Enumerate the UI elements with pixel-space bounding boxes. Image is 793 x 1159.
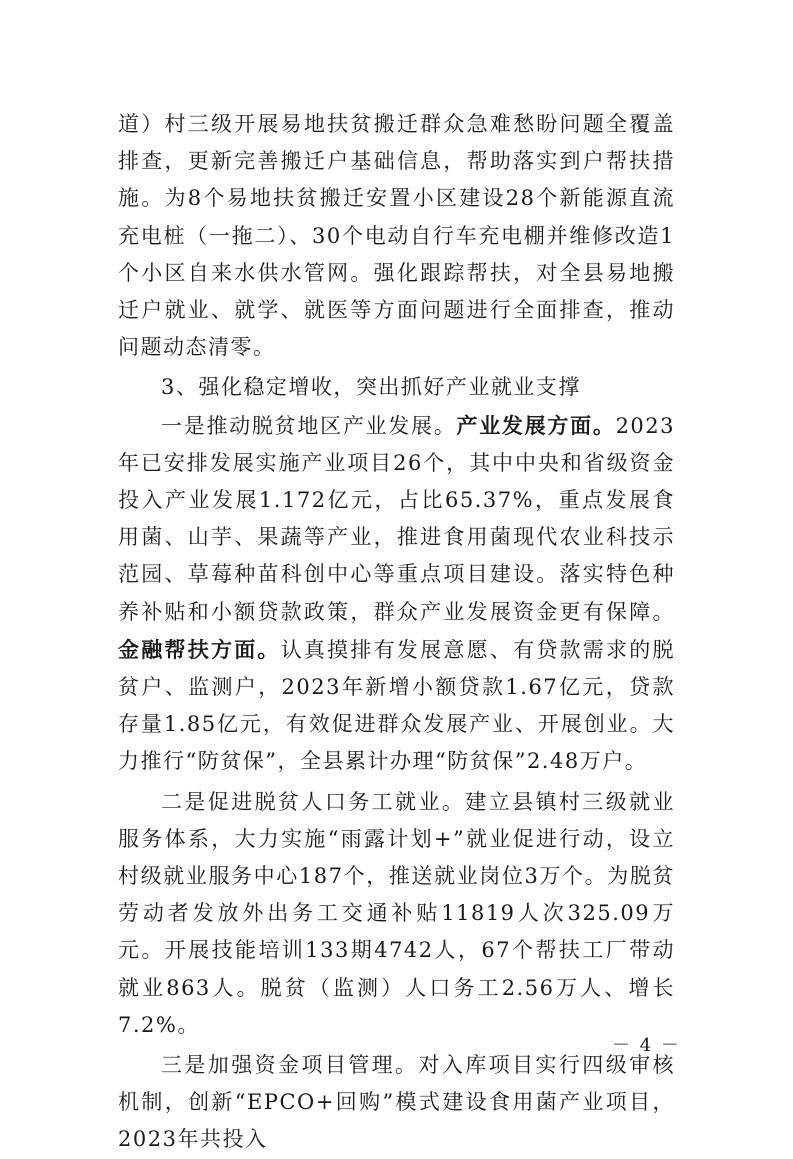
paragraph-text: 认真摸排有发展意愿、有贷款需求的脱贫户、监测户，2023年新增小额贷款1.67亿元，贷款存量1.85亿元，有效促进群众发展产业、开展创业。大力推行“防贫保”，全县累计办理“防贫保”2.48万户。 [118, 637, 676, 774]
paragraph-text: 二是促进脱贫人口务工就业。建立县镇村三级就业服务体系，大力实施“雨露计划+”就业促进行动，设立村级就业服务中心187个，推送就业岗位3万个。为脱贫劳动者发放外出务工交通补贴11819人次325.09万元。开展技能培训133期4742人，67个帮扶工厂带动就业863人。脱贫（监测）人口务工2.56万人、增长7.2%。 [118, 789, 675, 1037]
paragraph-text: 三是加强资金项目管理。对入库项目实行四级审核机制，创新“EPCO+回购”模式建设食用菌产业项目，2023年共投入 [118, 1053, 675, 1152]
paragraph-relocation [118, 106, 675, 366]
bold-subheading-finance: 金融帮扶方面。 [118, 636, 281, 662]
paragraph-text: 道）村三级开展易地扶贫搬迁群众急难愁盼问题全覆盖排查，更新完善搬迁户基础信息，帮助落实到户帮扶措施。为8个易地扶贫搬迁安置小区建设28个新能源直流充电桩（一拖二）、30个电动自行车充电棚并维修改造1个小区自来水供水管网。强化跟踪帮扶，对全县易地搬迁户就业、就学、就医等方面问题进行全面排查，推动问题动态清零。 [118, 112, 675, 360]
paragraph-funds [118, 1047, 675, 1159]
paragraph-industry [118, 407, 675, 781]
paragraph-employment [118, 784, 675, 1044]
page-number: － 4 － [612, 1035, 681, 1056]
section-heading-3 [118, 369, 675, 406]
heading-text: 3、强化稳定增收，突出抓好产业就业支撑 [161, 375, 581, 400]
bold-subheading-industry: 产业发展方面。 [456, 412, 616, 438]
paragraph-text: 一是推动脱贫地区产业发展。 [161, 413, 457, 438]
paragraph-text: 2023年已安排发展实施产业项目26个，其中中央和省级资金投入产业发展1.172亿元，占比65.37%，重点发展食用菌、山芋、果蔬等产业，推进食用菌现代农业科技示范园、草莓种苗科创中心等重点项目建设。落实特色种养补贴和小额贷款政策，群众产业发展资金更有保障。 [118, 413, 676, 624]
